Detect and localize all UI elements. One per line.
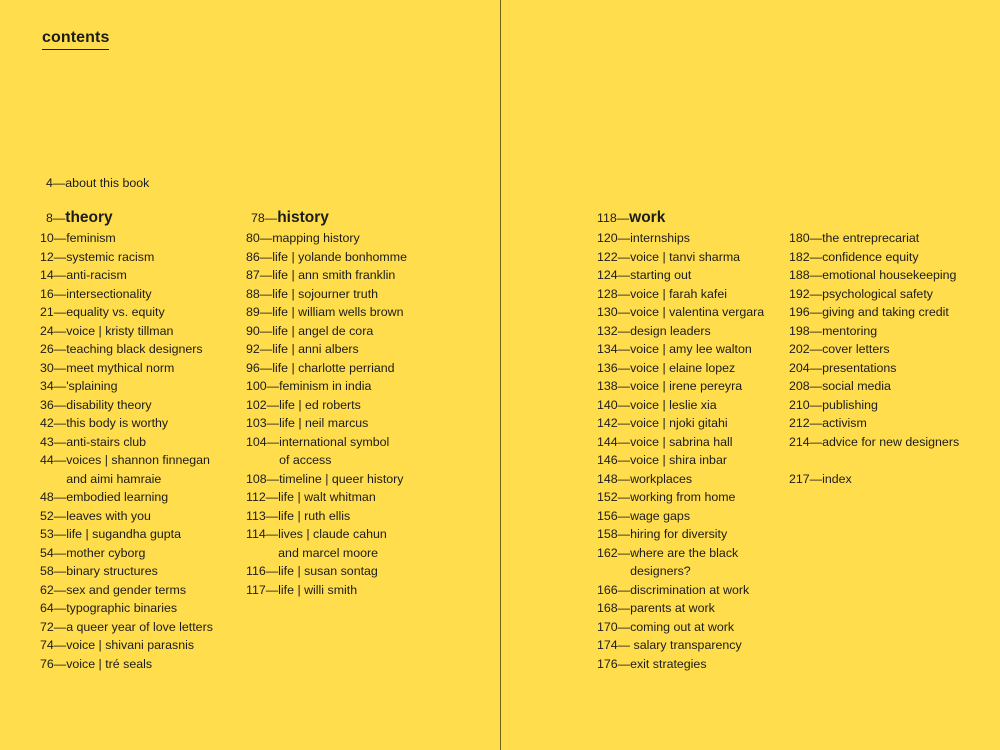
toc-entry-title: life | anni albers <box>272 342 359 356</box>
toc-entry-page: 10— <box>40 231 67 245</box>
toc-entry-title: teaching black designers <box>66 342 203 356</box>
toc-entry-page: 86— <box>246 249 273 264</box>
toc-entry-page: 64— <box>40 601 67 615</box>
toc-entry <box>246 303 407 322</box>
toc-entry-title: the entreprecariat <box>822 231 920 245</box>
column-top-spacer <box>789 207 959 229</box>
toc-entry-title-continued: and marcel moore <box>278 545 379 560</box>
toc-entry <box>789 229 959 248</box>
toc-entry <box>40 303 213 322</box>
toc-entry-title: feminism <box>66 231 116 245</box>
toc-entry-title: a queer year of love letters <box>66 619 213 634</box>
toc-entry-title: voice | njoki gitahi <box>630 416 728 430</box>
toc-entry <box>597 322 764 341</box>
toc-entry-page: 26— <box>40 342 67 356</box>
toc-entry <box>40 636 213 655</box>
toc-entry-page: 36— <box>40 397 67 412</box>
toc-entry-page: 210— <box>789 397 823 412</box>
toc-entry-continuation <box>597 562 764 581</box>
toc-entry <box>597 414 764 433</box>
section-title: theory <box>65 209 113 226</box>
toc-entry-title: starting out <box>630 268 692 282</box>
toc-entry-page: 53— <box>40 527 67 541</box>
toc-entry-title: voice | tré seals <box>66 656 153 671</box>
toc-entry <box>597 303 764 322</box>
toc-entry <box>40 340 213 359</box>
section-title: history <box>277 209 329 226</box>
toc-entry <box>40 322 213 341</box>
toc-entry <box>789 359 959 378</box>
toc-entry-page: 144— <box>597 434 631 449</box>
toc-entry-title: voice | elaine lopez <box>630 360 736 375</box>
toc-entry-page: 34— <box>40 379 67 393</box>
toc-entry-page: 72— <box>40 619 67 634</box>
toc-entry-title: international symbol <box>279 434 390 449</box>
toc-entry-title: life | sugandha gupta <box>66 527 182 541</box>
toc-entry-page: 14— <box>40 268 67 282</box>
toc-entry-page: 113— <box>246 508 279 523</box>
toc-entry <box>40 377 213 396</box>
toc-entry <box>246 414 407 433</box>
toc-entry-page: 148— <box>597 471 631 486</box>
toc-entry-title: voice | tanvi sharma <box>630 249 741 264</box>
toc-entry <box>597 359 764 378</box>
toc-entry-title: embodied learning <box>66 490 169 504</box>
toc-entry-title: leaves with you <box>66 508 151 523</box>
toc-entry-page: 208— <box>789 379 823 393</box>
toc-entry-title: timeline | queer history <box>279 471 404 486</box>
toc-entry-title: where are the black <box>630 545 739 560</box>
toc-entry <box>40 581 213 600</box>
toc-entry-title: equality vs. equity <box>66 305 165 319</box>
toc-entry-title: anti-stairs club <box>66 434 147 449</box>
toc-entry-title: cover letters <box>822 342 890 356</box>
toc-entry-title: exit strategies <box>630 656 707 671</box>
toc-entry-title: wage gaps <box>630 508 691 523</box>
toc-entry-page: 16— <box>40 286 67 301</box>
toc-entry <box>597 229 764 248</box>
toc-entry-title: sex and gender terms <box>66 582 187 597</box>
toc-entry-title: voice | amy lee walton <box>630 342 752 356</box>
toc-entry-page: 102— <box>246 397 280 412</box>
toc-entry <box>40 414 213 433</box>
toc-entry-title: life | sojourner truth <box>272 286 379 301</box>
toc-entry-page: 54— <box>40 545 67 560</box>
toc-entry <box>597 451 764 470</box>
toc-section-theory <box>40 207 213 673</box>
toc-entry <box>40 562 213 581</box>
toc-entry-title: parents at work <box>630 601 715 615</box>
toc-entry-page: 62— <box>40 582 67 597</box>
toc-entry <box>40 488 213 507</box>
toc-entry-title: voice | farah kafei <box>630 286 727 301</box>
toc-entry <box>789 248 959 267</box>
toc-entry <box>789 303 959 322</box>
toc-entry-page: 170— <box>597 619 631 634</box>
toc-entry <box>40 433 213 452</box>
toc-entry-page: 90— <box>246 323 273 338</box>
toc-entry-index <box>789 470 959 489</box>
spacer <box>789 451 959 470</box>
toc-entry <box>40 229 213 248</box>
toc-entry-title: salary transparency <box>630 638 742 652</box>
toc-entry-list <box>597 229 764 673</box>
toc-entry <box>246 266 407 285</box>
toc-entry <box>40 544 213 563</box>
toc-entry-title: life | charlotte perriand <box>272 360 395 375</box>
toc-entry <box>789 414 959 433</box>
toc-entry <box>246 470 407 489</box>
toc-entry-page: 212— <box>789 416 823 430</box>
toc-entry <box>246 229 407 248</box>
toc-entry-title: disability theory <box>66 397 152 412</box>
toc-entry <box>597 433 764 452</box>
toc-entry <box>246 525 407 544</box>
section-heading-work <box>597 207 764 229</box>
toc-entry-title: lives | claude cahun <box>278 527 387 541</box>
toc-entry-title: social media <box>822 379 891 393</box>
toc-entry-title: feminism in india <box>279 379 372 393</box>
toc-intro-entry: 4—about this book <box>46 176 150 190</box>
toc-entry <box>597 340 764 359</box>
toc-entry <box>40 266 213 285</box>
toc-entry <box>597 636 764 655</box>
toc-entry-continuation <box>40 470 213 489</box>
toc-entry-title: voice | leslie xia <box>630 397 717 412</box>
toc-entry-list <box>246 229 407 599</box>
toc-entry <box>40 655 213 674</box>
toc-entry-title: working from home <box>630 490 736 504</box>
toc-entry-page: 142— <box>597 416 631 430</box>
toc-entry <box>597 581 764 600</box>
toc-entry-title-continued: of access <box>279 453 332 467</box>
toc-entry-page: 122— <box>597 249 631 264</box>
toc-entry-title: psychological safety <box>822 286 933 301</box>
toc-entry-title-continued: and aimi hamraie <box>66 471 162 486</box>
toc-entry-title: life | yolande bonhomme <box>272 249 407 264</box>
section-page-number: 118— <box>597 211 630 225</box>
toc-entry-page: 152— <box>597 490 631 504</box>
toc-entry-title: workplaces <box>630 471 693 486</box>
toc-entry-page: 162— <box>597 545 631 560</box>
right-page <box>501 0 1000 750</box>
toc-entry-page: 74— <box>40 638 67 652</box>
toc-entry-title: life | ruth ellis <box>278 508 351 523</box>
toc-entry-page: 120— <box>597 231 631 245</box>
toc-entry-page: 87— <box>246 268 273 282</box>
toc-section-work <box>597 207 764 673</box>
toc-entry-title: systemic racism <box>66 249 155 264</box>
toc-entry <box>789 340 959 359</box>
toc-entry-title: mother cyborg <box>66 545 146 560</box>
toc-entry-page: 114— <box>246 527 279 541</box>
toc-entry <box>597 396 764 415</box>
toc-entry-page: 198— <box>789 323 823 338</box>
toc-entry-page: 176— <box>597 656 631 671</box>
toc-entry-title: discrimination at work <box>630 582 750 597</box>
toc-entry-page: 21— <box>40 305 67 319</box>
toc-entry <box>597 377 764 396</box>
page-title: contents <box>42 29 109 50</box>
toc-entry-title: voice | irene pereyra <box>630 379 743 393</box>
toc-entry <box>40 285 213 304</box>
toc-entry <box>597 599 764 618</box>
toc-entry-title: internships <box>630 231 690 245</box>
toc-entry <box>246 340 407 359</box>
toc-entry <box>40 618 213 637</box>
toc-entry <box>597 618 764 637</box>
toc-entry <box>246 433 407 452</box>
section-heading-history <box>246 207 407 229</box>
toc-entry-page: 124— <box>597 268 631 282</box>
toc-entry <box>246 507 407 526</box>
toc-entry-title: publishing <box>822 397 878 412</box>
section-heading-theory <box>40 207 213 229</box>
toc-entry-title: voice | sabrina hall <box>630 434 733 449</box>
toc-entry-title: voice | shivani parasnis <box>66 638 195 652</box>
toc-entry-page: 214— <box>789 434 823 449</box>
toc-entry-page: 188— <box>789 268 823 282</box>
toc-entry <box>789 433 959 452</box>
toc-entry <box>789 322 959 341</box>
toc-entry-page: 192— <box>789 286 823 301</box>
toc-entry-title: hiring for diversity <box>630 527 728 541</box>
toc-entry-page: 100— <box>246 379 280 393</box>
toc-entry-title: voices | shannon finnegan <box>66 453 210 467</box>
toc-entry-page: 103— <box>246 416 280 430</box>
toc-entry-continuation <box>246 544 407 563</box>
toc-entry-list <box>40 229 213 673</box>
toc-entry <box>789 285 959 304</box>
toc-entry-page: 182— <box>789 249 823 264</box>
toc-entry-page: 104— <box>246 434 280 449</box>
toc-entry-page: 134— <box>597 342 631 356</box>
toc-entry-page: 42— <box>40 416 67 430</box>
toc-entry <box>246 285 407 304</box>
toc-entry-page: 116— <box>246 564 279 578</box>
toc-entry-page: 88— <box>246 286 273 301</box>
toc-entry-title: life | ed roberts <box>279 397 361 412</box>
toc-entry-page: 24— <box>40 323 67 338</box>
toc-entry-page: 12— <box>40 249 67 264</box>
toc-entry-page: 217— <box>789 471 823 486</box>
toc-entry-title: design leaders <box>630 323 711 338</box>
toc-entry-page: 146— <box>597 453 631 467</box>
toc-entry-title: typographic binaries <box>66 601 178 615</box>
toc-entry-title: advice for new designers <box>822 434 960 449</box>
toc-entry-page: 140— <box>597 397 631 412</box>
toc-entry-page: 48— <box>40 490 67 504</box>
toc-entry-title: life | angel de cora <box>272 323 374 338</box>
toc-entry-title: life | walt whitman <box>278 490 376 504</box>
toc-entry-page: 92— <box>246 342 273 356</box>
toc-entry-title: life | susan sontag <box>278 564 378 578</box>
toc-entry <box>597 525 764 544</box>
toc-entry <box>40 525 213 544</box>
toc-entry <box>246 359 407 378</box>
toc-entry-title: binary structures <box>66 564 158 578</box>
toc-entry-title: index <box>822 471 852 486</box>
toc-entry-title: anti-racism <box>66 268 127 282</box>
toc-entry-page: 80— <box>246 231 273 245</box>
toc-entry-page: 58— <box>40 564 67 578</box>
toc-entry-page: 180— <box>789 231 823 245</box>
toc-entry-page: 128— <box>597 286 631 301</box>
toc-entry-page: 158— <box>597 527 631 541</box>
toc-entry <box>597 544 764 563</box>
toc-entry <box>789 377 959 396</box>
toc-entry-list <box>789 229 959 451</box>
toc-entry <box>40 451 213 470</box>
toc-entry <box>789 396 959 415</box>
toc-entry <box>597 507 764 526</box>
toc-entry-page: 132— <box>597 323 631 338</box>
toc-entry <box>597 470 764 489</box>
section-page-number: 78— <box>251 211 278 225</box>
toc-entry <box>246 396 407 415</box>
toc-entry-page: 44— <box>40 453 67 467</box>
toc-section-work-continued <box>789 207 959 488</box>
toc-entry <box>246 322 407 341</box>
toc-entry-page: 43— <box>40 434 67 449</box>
toc-entry-page: 108— <box>246 471 280 486</box>
toc-entry-page: 130— <box>597 305 631 319</box>
toc-entry-title: life | neil marcus <box>279 416 369 430</box>
toc-section-history <box>246 207 407 599</box>
toc-entry-page: 156— <box>597 508 631 523</box>
toc-entry-page: 89— <box>246 305 273 319</box>
toc-entry-page: 202— <box>789 342 823 356</box>
toc-entry-title: confidence equity <box>822 249 919 264</box>
toc-entry-title: voice | kristy tillman <box>66 323 174 338</box>
toc-entry <box>40 396 213 415</box>
toc-entry <box>246 248 407 267</box>
toc-entry-title: 'splaining <box>66 379 118 393</box>
toc-entry-title-continued: designers? <box>630 564 691 578</box>
toc-entry <box>597 655 764 674</box>
toc-entry-page: 168— <box>597 601 631 615</box>
toc-entry-title: this body is worthy <box>66 416 169 430</box>
toc-entry-page: 96— <box>246 360 273 375</box>
toc-entry-page: 166— <box>597 582 631 597</box>
toc-entry-title: voice | valentina vergara <box>630 305 765 319</box>
toc-entry-title: mapping history <box>272 231 360 245</box>
toc-entry-title: activism <box>822 416 867 430</box>
toc-entry <box>40 248 213 267</box>
toc-entry-title: life | willi smith <box>278 582 358 597</box>
toc-entry <box>246 562 407 581</box>
toc-entry <box>40 359 213 378</box>
toc-entry-page: 138— <box>597 379 631 393</box>
toc-entry-page: 30— <box>40 360 67 375</box>
toc-entry-title: mentoring <box>822 323 878 338</box>
toc-entry-title: presentations <box>822 360 897 375</box>
toc-entry <box>597 248 764 267</box>
toc-entry-page: 136— <box>597 360 631 375</box>
toc-entry <box>40 507 213 526</box>
toc-entry <box>597 285 764 304</box>
toc-entry-title: giving and taking credit <box>822 305 949 319</box>
section-page-number: 8— <box>46 211 66 225</box>
toc-entry <box>246 377 407 396</box>
toc-entry-title: life | ann smith franklin <box>272 268 396 282</box>
toc-entry <box>597 266 764 285</box>
toc-entry-title: intersectionality <box>66 286 152 301</box>
toc-entry-continuation <box>246 451 407 470</box>
toc-entry-page: 196— <box>789 305 823 319</box>
toc-entry <box>246 581 407 600</box>
toc-entry-title: emotional housekeeping <box>822 268 957 282</box>
toc-entry-page: 117— <box>246 582 279 597</box>
toc-entry <box>246 488 407 507</box>
toc-entry-title: coming out at work <box>630 619 735 634</box>
toc-entry-title: meet mythical norm <box>66 360 175 375</box>
toc-entry <box>40 599 213 618</box>
toc-entry-page: 52— <box>40 508 67 523</box>
toc-entry <box>597 488 764 507</box>
toc-entry-page: 174— <box>597 638 631 652</box>
toc-entry <box>789 266 959 285</box>
toc-entry-page: 76— <box>40 656 67 671</box>
toc-entry-page: 112— <box>246 490 279 504</box>
toc-entry-page: 204— <box>789 360 823 375</box>
toc-entry-title: life | william wells brown <box>272 305 404 319</box>
section-title: work <box>629 209 666 226</box>
toc-entry-title: voice | shira inbar <box>630 453 727 467</box>
